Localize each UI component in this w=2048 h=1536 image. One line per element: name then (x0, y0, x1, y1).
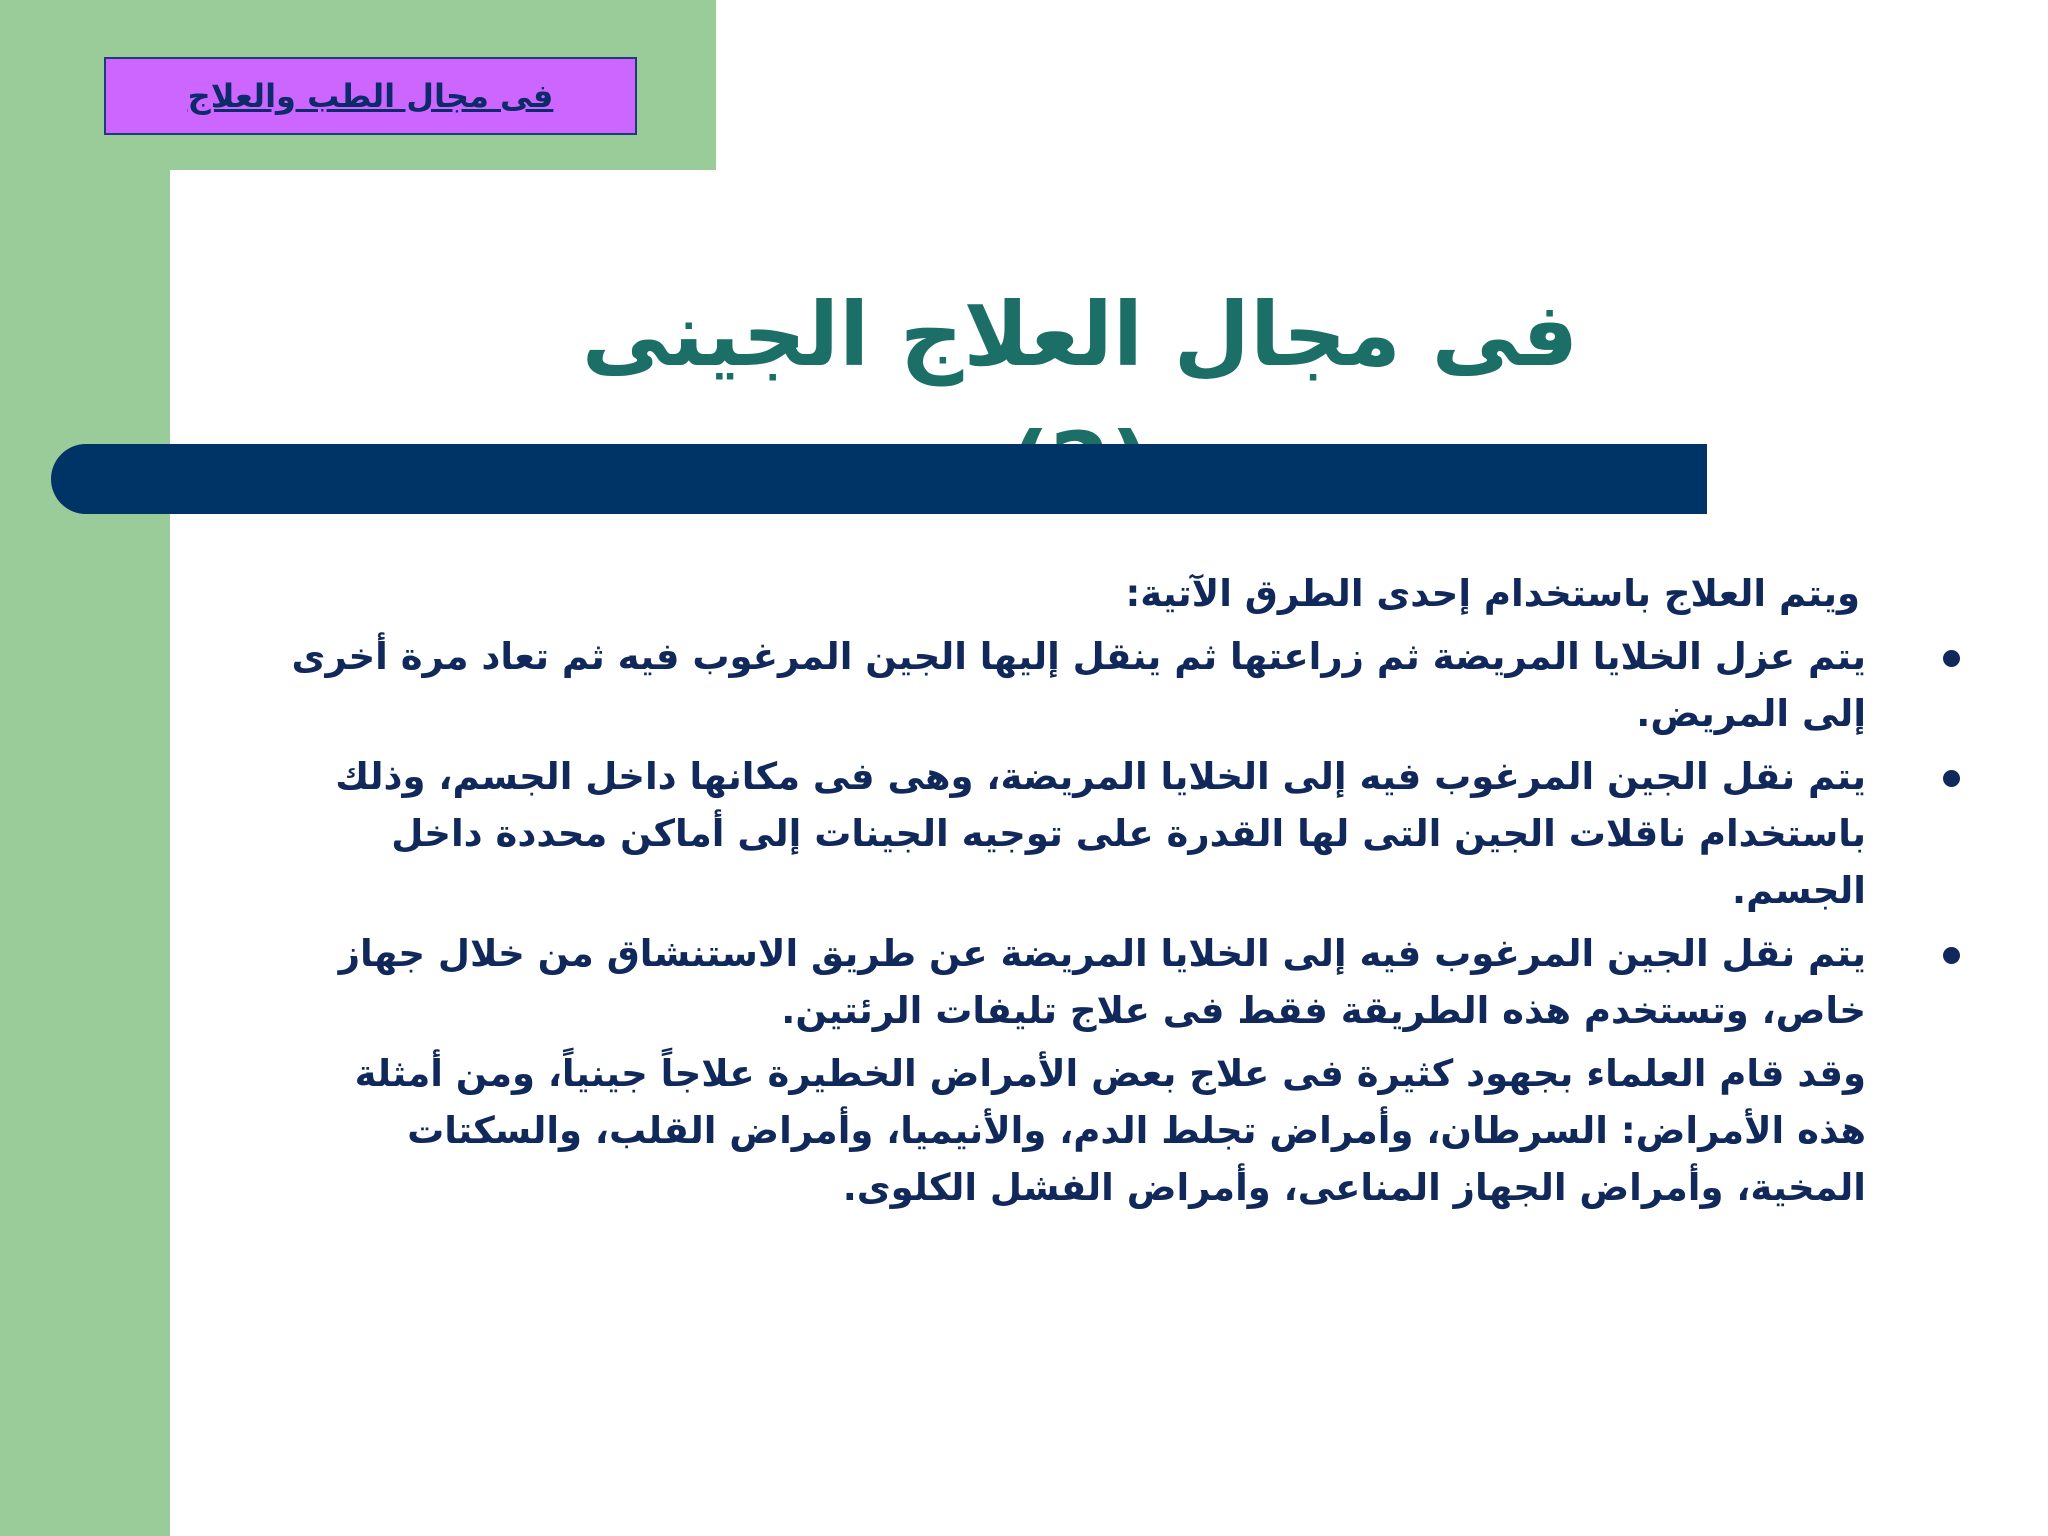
bullet-item (290, 628, 1880, 742)
bullet-text: يتم نقل الجين المرغوب فيه إلى الخلايا المريضة عن طريق الاستنشاق من خلال جهاز خاص، وتستخدم هذه الطريقة فقط فى علاج تليفات الرئتين. (338, 932, 1866, 1032)
slide-body (290, 565, 1880, 1216)
bullet-dot-icon (1943, 650, 1960, 667)
slide-title: فى مجال العلاج الجينى (581, 283, 1579, 386)
closing-paragraph: وقد قام العلماء بجهود كثيرة فى علاج بعض الأمراض الخطيرة علاجاً جينياً، ومن أمثلة هذه الأمراض: السرطان، وأمراض تجلط الدم، والأنيميا، وأمراض القلب، والسكتات المخية، وأمراض الجهاز المناعى، وأمراض الفشل الكلوى. (354, 1052, 1866, 1209)
bullet-text: يتم عزل الخلايا المريضة ثم زراعتها ثم ينقل إليها الجين المرغوب فيه ثم تعاد مرة أخرى إلى المريض. (291, 635, 1866, 735)
section-tag-link[interactable]: فى مجال الطب والعلاج (187, 77, 554, 115)
sidebar-green-band (0, 0, 170, 1536)
bullet-item (290, 925, 1880, 1039)
bullet-text: يتم نقل الجين المرغوب فيه إلى الخلايا المريضة، وهى فى مكانها داخل الجسم، وذلك باستخدام ناقلات الجين التى لها القدرة على توجيه الجينات إلى أماكن محددة داخل الجسم. (335, 755, 1866, 912)
title-divider-bar (51, 444, 1707, 514)
bullet-dot-icon (1943, 770, 1960, 787)
bullet-dot-icon (1943, 947, 1960, 964)
bullet-item (290, 748, 1880, 919)
section-tag-box[interactable] (104, 57, 637, 135)
intro-text: ويتم العلاج باستخدام إحدى الطرق الآتية: (1125, 572, 1860, 615)
bullet-list (290, 628, 1880, 1039)
